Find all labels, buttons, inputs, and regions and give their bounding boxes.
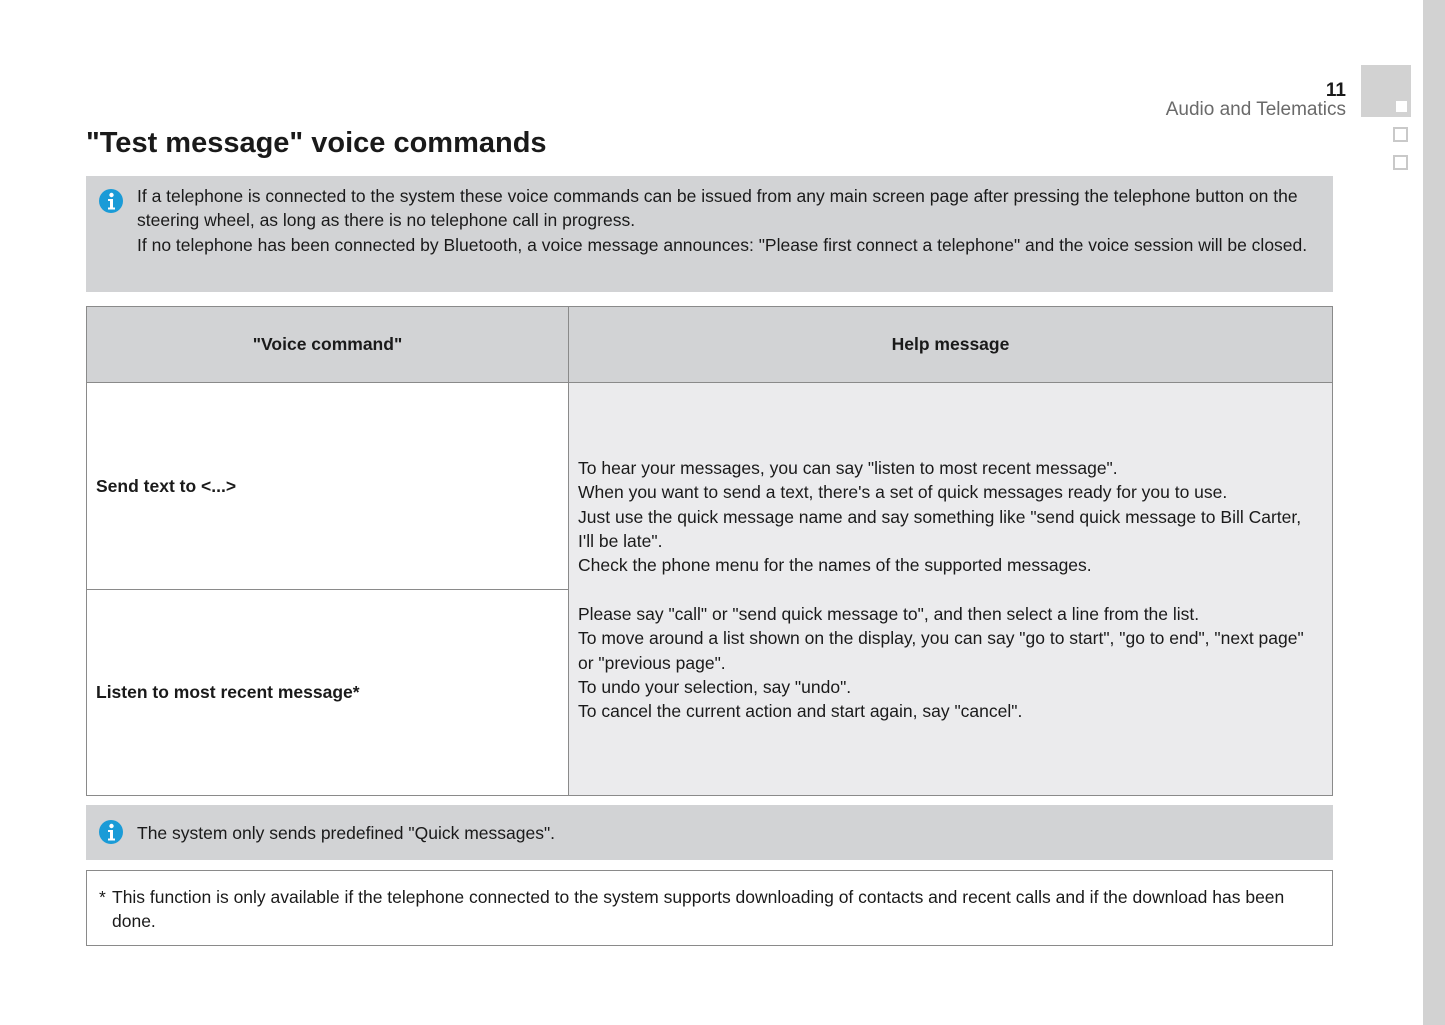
section-name: Audio and Telematics	[1165, 99, 1346, 120]
info-paragraph: If no telephone has been connected by Bluetooth, a voice message announces: "Please first connect a telephone" and the voice session will be closed.	[137, 234, 1308, 255]
help-line: To cancel the current action and start again, say "cancel".	[578, 701, 1023, 722]
info-box-quick-messages	[86, 805, 1333, 860]
info-icon	[98, 188, 124, 214]
info-text: The system only sends predefined "Quick messages".	[137, 823, 556, 843]
info-icon	[98, 819, 124, 845]
info-box-connection	[86, 176, 1333, 292]
help-line: To move around a list shown on the display, you can say "go to start", "go to end", "next page" or "previous page".	[578, 628, 1304, 673]
help-line: Please say "call" or "send quick message to", and then select a line from the list.	[578, 604, 1200, 624]
help-line: When you want to send a text, there's a set of quick messages ready for you to use.	[578, 482, 1228, 503]
voice-command-table	[86, 306, 1333, 796]
help-message-block	[578, 456, 1312, 577]
footnote	[86, 870, 1333, 946]
command-cell	[87, 383, 569, 590]
help-line: Just use the quick message name and say something like "send quick message to Bill Carter, I'll be late".	[578, 506, 1302, 551]
chapter-marker-2	[1393, 127, 1408, 142]
side-strip	[1423, 0, 1445, 1025]
help-line: To undo your selection, say "undo".	[578, 676, 852, 697]
command-text: Listen to most recent message*	[96, 682, 360, 702]
page-number: 11	[1325, 80, 1346, 101]
column-header-voice-command: "Voice command"	[87, 307, 569, 383]
chapter-marker-active	[1396, 101, 1407, 112]
command-text: Send text to <...>	[96, 475, 237, 496]
footnote-text: This function is only available if the telephone connected to the system supports downloading of contacts and recent calls and if the download has been done.	[112, 887, 1285, 932]
page-title: "Test message" voice commands	[86, 127, 547, 159]
column-header-help-message: Help message	[569, 307, 1332, 383]
help-message-cell	[569, 383, 1332, 795]
help-line: Check the phone menu for the names of the supported messages.	[578, 555, 1092, 576]
chapter-tab	[1361, 65, 1411, 117]
info-text	[137, 184, 1319, 257]
footnote-marker: *	[99, 887, 106, 907]
help-line: To hear your messages, you can say "listen to most recent message".	[578, 458, 1118, 478]
help-message-block	[578, 602, 1312, 723]
info-paragraph: If a telephone is connected to the system these voice commands can be issued from any main screen page after pressing the telephone button on the steering wheel, as long as there is no telephone call in progress.	[137, 186, 1298, 231]
chapter-marker-3	[1393, 155, 1408, 170]
command-cell	[87, 590, 569, 795]
